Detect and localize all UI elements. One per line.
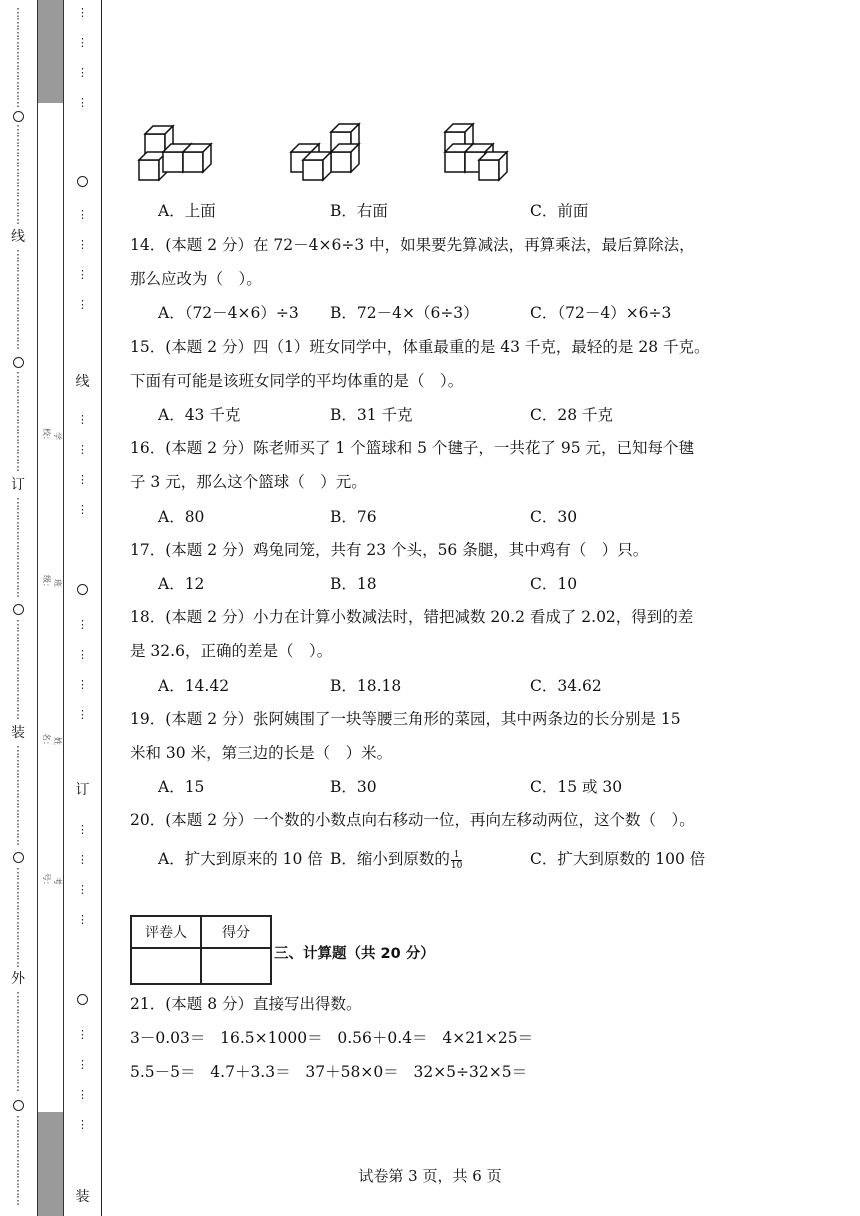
page-footer: 试卷第 3 页，共 6 页: [358, 1167, 502, 1185]
q19-option-c[interactable]: C．15 或 30: [530, 778, 623, 796]
q21-row-2: [130, 1062, 527, 1082]
q15-option-a[interactable]: A．43 千克: [158, 406, 241, 424]
gray-block-bottom: [38, 1112, 63, 1216]
q13-option-b[interactable]: B．右面: [330, 202, 388, 220]
dots: ⋮ ⋮ ⋮ ⋮ ⋮ ⋮ ⋮ ⋮ ⋮ ⋮: [12, 496, 24, 599]
dots: ⋮ ⋮ ⋮ ⋮ ⋮ ⋮ ⋮ ⋮ ⋮ ⋮: [12, 990, 24, 1093]
q18-option-a[interactable]: A．14.42: [158, 677, 230, 695]
label-number: 考号：: [42, 873, 62, 889]
label-class: 班级：: [42, 575, 62, 591]
dots: ⋮ ⋮ ⋮ ⋮ ⋮ ⋮ ⋮ ⋮ ⋮ ⋮: [12, 744, 24, 847]
q20-option-a[interactable]: A．扩大到原来的 10 倍: [158, 850, 323, 868]
q18-option-b[interactable]: B．18.18: [330, 677, 402, 695]
dots: ⋮ ⋮ ⋮ ⋮ ⋮ ⋮ ⋮ ⋮ ⋮ ⋮: [12, 618, 24, 721]
dots: ⋮ ⋮ ⋮ ⋮: [77, 1028, 88, 1131]
q21-expr: 5.5－5＝: [130, 1063, 196, 1081]
q16-option-c[interactable]: C．30: [530, 508, 578, 526]
cube-figures: [135, 120, 535, 186]
q13-option-a[interactable]: A．上面: [158, 202, 216, 220]
q17-option-a[interactable]: A．12: [158, 575, 205, 593]
circle-mark: [64, 990, 101, 1009]
q21-expr: 16.5×1000＝: [220, 1029, 323, 1047]
score-table-reviewer-cell[interactable]: [131, 948, 201, 984]
margin-char-line: 线: [11, 229, 25, 245]
dots: ⋮ ⋮ ⋮ ⋮ ⋮ ⋮ ⋮ ⋮ ⋮ ⋮: [12, 370, 24, 473]
dots: ⋮ ⋮ ⋮ ⋮ ⋮ ⋮ ⋮ ⋮ ⋮: [12, 1114, 24, 1207]
q17-text-1: 17．(本题 2 分）鸡兔同笼，共有 23 个头，56 条腿，其中鸡有（ ）只。: [130, 541, 649, 559]
dots: ⋮ ⋮ ⋮ ⋮: [77, 618, 88, 721]
q14-option-a[interactable]: A．（72－4×6）÷3: [158, 304, 299, 322]
dots: ⋮ ⋮ ⋮ ⋮ ⋮ ⋮ ⋮ ⋮ ⋮ ⋮: [12, 866, 24, 969]
q14-text-1: 14．(本题 2 分）在 72－4×6÷3 中，如果要先算减法，再算乘法，最后算除法，: [130, 236, 695, 254]
dots: ⋮ ⋮ ⋮ ⋮ ⋮ ⋮ ⋮ ⋮ ⋮ ⋮: [12, 6, 24, 109]
q19-option-a[interactable]: A．15: [158, 778, 205, 796]
circle-mark: [0, 1096, 36, 1115]
margin-char-ding: 订: [11, 477, 25, 493]
cube-figure-1: [139, 126, 211, 180]
fraction: [451, 850, 462, 871]
circle-mark: [0, 848, 36, 867]
q17-option-c[interactable]: C．10: [530, 575, 578, 593]
q19-text-2: 米和 30 米，第三边的长是（ ）米。: [130, 744, 393, 762]
q18-option-c[interactable]: C．34.62: [530, 677, 602, 695]
label-name: 姓名：: [42, 733, 62, 749]
inner-char-zhuang: 装: [75, 1189, 90, 1205]
q21-expr: 37＋58×0＝: [305, 1063, 399, 1081]
q20-text-1: 20．(本题 2 分）一个数的小数点向右移动一位，再向左移动两位，这个数（ ）。: [130, 811, 695, 829]
score-table-score-header: 得分: [201, 916, 271, 948]
q20-option-b[interactable]: [330, 849, 462, 871]
q21-title: 21．(本题 8 分）直接写出得数。: [130, 995, 362, 1013]
dots: ⋮ ⋮ ⋮ ⋮: [77, 413, 88, 516]
section-3-title: 三、计算题（共 20 分）: [274, 946, 435, 962]
q18-text-2: 是 32.6，正确的差是（ ）。: [130, 642, 333, 660]
info-column: [37, 0, 64, 1216]
q16-option-a[interactable]: A．80: [158, 508, 205, 526]
q21-row-1: [130, 1028, 533, 1048]
inner-binding-strip: [64, 0, 102, 1216]
score-table: [130, 915, 272, 985]
dots: ⋮ ⋮ ⋮ ⋮ ⋮ ⋮ ⋮ ⋮ ⋮ ⋮: [12, 123, 24, 226]
q21-expr: 4.7＋3.3＝: [210, 1063, 291, 1081]
q21-expr: 0.56＋0.4＝: [337, 1029, 428, 1047]
q16-text-2: 子 3 元，那么这个篮球（ ）元。: [130, 473, 367, 491]
dots: ⋮ ⋮ ⋮ ⋮: [77, 6, 88, 109]
q20-option-c[interactable]: C．扩大到原数的 100 倍: [530, 850, 706, 868]
margin-char-zhuang: 装: [11, 725, 25, 741]
q20-option-b-label: B．缩小到原数的: [330, 850, 450, 868]
q16-text-1: 16．(本题 2 分）陈老师买了 1 个篮球和 5 个毽子，一共花了 95 元，已知每个毽: [130, 439, 694, 457]
cube-figure-3: [445, 124, 507, 180]
circle-mark: [0, 600, 36, 619]
score-table-score-cell[interactable]: [201, 948, 271, 984]
cube-figure-2: [291, 124, 359, 180]
circle-mark: [64, 580, 101, 599]
dots: ⋮ ⋮ ⋮ ⋮ ⋮ ⋮ ⋮ ⋮ ⋮ ⋮: [12, 248, 24, 351]
fraction-denominator: 10: [450, 860, 463, 871]
q21-expr: 3－0.03＝: [130, 1029, 206, 1047]
q14-text-2: 那么应改为（ ）。: [130, 270, 262, 288]
score-table-reviewer-header: 评卷人: [131, 916, 201, 948]
dots: ⋮ ⋮ ⋮ ⋮: [77, 208, 88, 311]
gray-block-top: [38, 0, 63, 103]
dots: ⋮ ⋮ ⋮ ⋮: [77, 823, 88, 926]
q16-option-b[interactable]: B．76: [330, 508, 377, 526]
q14-option-c[interactable]: C．（72－4）×6÷3: [530, 304, 672, 322]
q14-option-b[interactable]: B．72－4×（6÷3）: [330, 304, 479, 322]
q15-text-1: 15．(本题 2 分）四（1）班女同学中，体重最重的是 43 千克，最轻的是 28 千克。: [130, 338, 710, 356]
q19-text-1: 19．(本题 2 分）张阿姨围了一块等腰三角形的菜园，其中两条边的长分别是 15: [130, 710, 681, 728]
q21-expr: 32×5÷32×5＝: [413, 1063, 528, 1081]
label-school: 学校：: [42, 428, 62, 444]
q15-text-2: 下面有可能是该班女同学的平均体重的是（ ）。: [130, 372, 464, 390]
q19-option-b[interactable]: B．30: [330, 778, 377, 796]
q21-expr: 4×21×25＝: [442, 1029, 534, 1047]
q15-option-b[interactable]: B．31 千克: [330, 406, 413, 424]
inner-char-ding: 订: [75, 782, 90, 798]
q13-option-c[interactable]: C．前面: [530, 202, 589, 220]
outer-binding-strip: [0, 0, 36, 1216]
fraction-numerator: 1: [451, 850, 462, 861]
inner-char-line: 线: [75, 374, 90, 390]
q18-text-1: 18．(本题 2 分）小力在计算小数减法时，错把减数 20.2 看成了 2.02，得到的差: [130, 608, 694, 626]
circle-mark: [64, 172, 101, 191]
q15-option-c[interactable]: C．28 千克: [530, 406, 614, 424]
margin-char-wai: 外: [11, 971, 25, 987]
q17-option-b[interactable]: B．18: [330, 575, 377, 593]
